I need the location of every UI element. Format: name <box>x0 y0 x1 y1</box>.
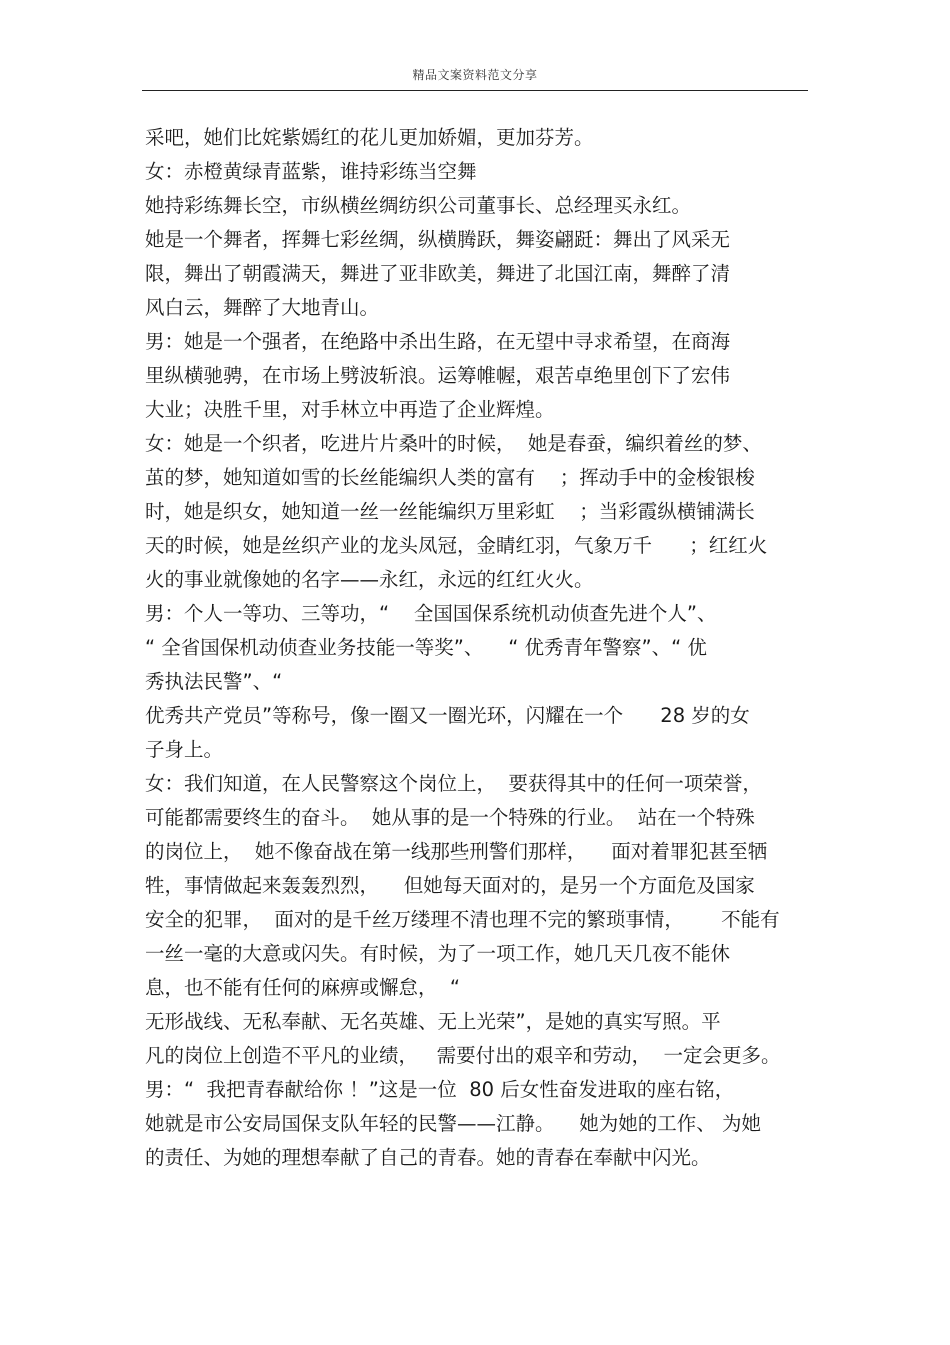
text-line: 女：她是一个织者，吃进片片桑叶的时候， 她是春蚕，编织着丝的梦、 <box>145 432 762 455</box>
text-line: 无形战线、无私奉献、无名英雄、无上光荣”，是她的真实写照。平 <box>145 1010 721 1033</box>
text-line: “ 全省国保机动侦查业务技能一等奖”、 “ 优秀青年警察”、“ 优 <box>145 636 707 659</box>
text-line: 子身上。 <box>145 738 224 761</box>
text-line: 里纵横驰骋，在市场上劈波斩浪。运筹帷幄，艰苦卓绝里创下了宏伟 <box>145 364 731 387</box>
text-line: 一丝一毫的大意或闪失。有时候，为了一项工作，她几天几夜不能休 <box>145 942 731 965</box>
page-header: 精品文案资料范文分享 <box>412 68 538 82</box>
text-line: 息，也不能有任何的麻痹或懈怠， “ <box>145 976 460 999</box>
text-line: 风白云，舞醉了大地青山。 <box>145 296 380 319</box>
text-line: 天的时候，她是丝织产业的龙头凤冠，金睛红羽，气象万千 ；红红火 <box>145 534 768 557</box>
text-line: 采吧，她们比姹紫嫣红的花儿更加娇媚，更加芬芳。 <box>145 126 594 149</box>
text-line: 大业；决胜千里，对手林立中再造了企业辉煌。 <box>145 398 555 421</box>
text-line: 可能都需要终生的奋斗。 她从事的是一个特殊的行业。 站在一个特殊 <box>145 806 755 829</box>
text-line: 优秀共产党员”等称号，像一圈又一圈光环，闪耀在一个 28 岁的女 <box>145 704 750 727</box>
text-line: 凡的岗位上创造不平凡的业绩， 需要付出的艰辛和劳动， 一定会更多。 <box>145 1044 781 1067</box>
header-divider <box>142 90 808 91</box>
text-line: 安全的犯罪， 面对的是千丝万缕理不清也理不完的繁琐事情， 不能有 <box>145 908 780 931</box>
text-line: 秀执法民警”、“ <box>145 670 283 693</box>
text-line: 时，她是织女，她知道一丝一丝能编织万里彩虹 ；当彩霞纵横铺满长 <box>145 500 755 523</box>
text-line: 牲，事情做起来轰轰烈烈， 但她每天面对的，是另一个方面危及国家 <box>145 874 755 897</box>
text-line: 的岗位上， 她不像奋战在第一线那些刑警们那样， 面对着罪犯甚至牺 <box>145 840 768 863</box>
text-line: 限，舞出了朝霞满天，舞进了亚非欧美，舞进了北国江南，舞醉了清 <box>145 262 731 285</box>
document-body <box>145 121 815 1175</box>
text-line: 男：“ 我把青春献给你 ！”这是一位 80 后女性奋发进取的座右铭， <box>145 1078 735 1101</box>
text-line: 她持彩练舞长空，市纵横丝绸纺织公司董事长、总经理买永红。 <box>145 194 692 217</box>
text-line: 男：她是一个强者，在绝路中杀出生路，在无望中寻求希望，在商海 <box>145 330 731 353</box>
text-line: 的责任、为她的理想奉献了自己的青春。她的青春在奉献中闪光。 <box>145 1146 711 1169</box>
text-line: 女：我们知道，在人民警察这个岗位上， 要获得其中的任何一项荣誉， <box>145 772 762 795</box>
text-line: 男：个人一等功、三等功，“ 全国国保系统机动侦查先进个人”、 <box>145 602 717 625</box>
text-line: 火的事业就像她的名字——永红，永远的红红火火。 <box>145 568 594 591</box>
text-line: 茧的梦，她知道如雪的长丝能编织人类的富有 ；挥动手中的金梭银梭 <box>145 466 755 489</box>
text-line: 她是一个舞者，挥舞七彩丝绸，纵横腾跃，舞姿翩跹：舞出了风采无 <box>145 228 731 251</box>
text-line: 她就是市公安局国保支队年轻的民警——江静。 她为她的工作、 为她 <box>145 1112 761 1135</box>
text-line: 女：赤橙黄绿青蓝紫，谁持彩练当空舞 <box>145 160 477 183</box>
